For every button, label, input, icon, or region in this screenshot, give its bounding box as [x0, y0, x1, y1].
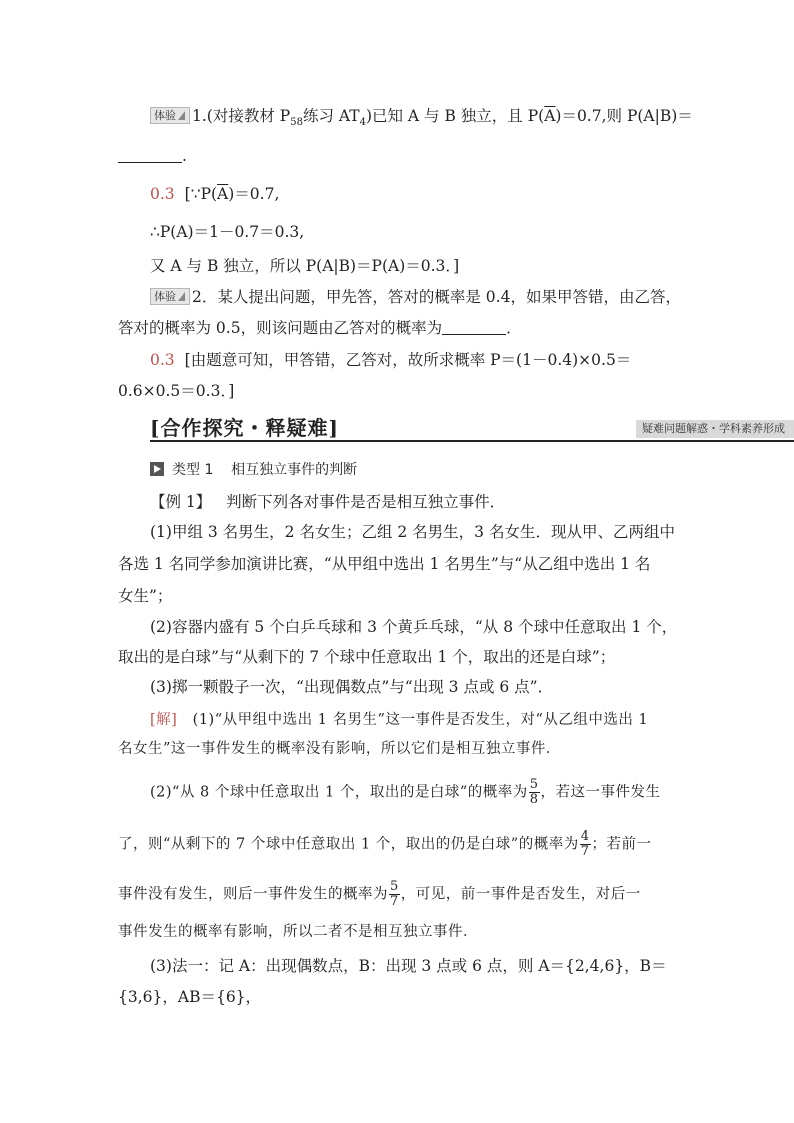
- answer-1-line-3: 又 A 与 B 独立，所以 P(A|B)＝P(A)＝0.3．]: [150, 257, 460, 275]
- solution-2-line-3: [118, 880, 678, 909]
- answer-text: [∵P(: [184, 185, 218, 203]
- solution-text: 了，则“从剩下的 7 个球中任意取出 1 个，取出的仍是白球”的概率为: [118, 836, 579, 853]
- punctuation: .: [182, 147, 187, 165]
- solution-1-line-2: 名女生”这一事件发生的概率没有影响，所以它们是相互独立事件．: [118, 741, 561, 757]
- experience-2-line-2: [118, 318, 678, 338]
- answer-2-line-1: [150, 350, 710, 370]
- solution-3-line-2: {3,6}，AB＝{6}，: [118, 988, 262, 1006]
- answer-blank: [118, 148, 182, 163]
- exp1-text: 练习 AT: [302, 107, 360, 125]
- solution-text: ；若前一: [591, 836, 652, 853]
- answer-blank: [442, 320, 506, 335]
- fraction: $\frac{5}{7}$: [390, 879, 399, 909]
- solution-text: ，可见，前一事件是否发生，对后一: [400, 886, 641, 903]
- experience-2-line-1: [150, 287, 710, 307]
- exp1-text: 1.(对接教材 P: [192, 107, 291, 125]
- play-triangle-icon: [150, 462, 164, 476]
- solution-2-line-4: 事件发生的概率有影响，所以二者不是相互独立事件．: [118, 924, 478, 940]
- type-heading: [150, 460, 710, 480]
- example-1-header: [150, 492, 710, 512]
- answer-1-line-2: ∴P(A)＝1－0.7＝0.3,: [150, 223, 305, 241]
- exp1-text: )＝0.7,则 P(A|B)＝: [555, 107, 693, 125]
- answer-value: 0.3: [150, 185, 175, 203]
- type-title: 相互独立事件的判断: [231, 462, 358, 478]
- question-2-line-2: 取出的是白球”与“从剩下的 7 个球中任意取出 1 个，取出的还是白球”；: [118, 648, 616, 666]
- solution-text: 事件没有发生，则后一事件发生的概率为: [118, 886, 388, 903]
- question-1-line-2: 各选 1 名同学参加演讲比赛，“从甲组中选出 1 名男生”与“从乙组中选出 1 名: [118, 555, 651, 573]
- experience-tag: 体验: [150, 107, 190, 124]
- section-title: [合作探究・释疑难]: [150, 416, 339, 440]
- answer-2-line-2: 0.6×0.5＝0.3．]: [118, 382, 235, 400]
- exp2-text: 2．某人提出问题，甲先答，答对的概率是 0.4，如果甲答错，由乙答，: [192, 288, 681, 306]
- exp1-text: )已知 A 与 B 独立，且 P(: [365, 107, 545, 125]
- section-subtitle: 疑难问题解惑・学科素养形成: [636, 420, 794, 438]
- answer-text: [由题意可知，甲答错，乙答对，故所求概率 P＝(1－0.4)×0.5＝: [184, 351, 632, 369]
- solution-3-line-1: (3)法一：记 A：出现偶数点，B：出现 3 点或 6 点，则 A＝{2,4,6}，B＝: [150, 957, 667, 975]
- example-label: 【例 1】: [150, 493, 212, 511]
- solution-2-line-1: [150, 778, 710, 807]
- subscript: 58: [290, 117, 303, 129]
- question-3-line: (3)掷一颗骰子一次，“出现偶数点”与“出现 3 点或 6 点”．: [150, 678, 554, 696]
- solution-text: (1)“从甲组中选出 1 名男生”这一事件是否发生，对“从乙组中选出 1: [192, 712, 649, 728]
- fraction: $\frac{4}{7}$: [580, 829, 590, 859]
- subscript: 4: [359, 117, 366, 129]
- exp2-text: 答对的概率为 0.5，则该问题由乙答对的概率为: [118, 319, 443, 337]
- section-header: [150, 414, 794, 442]
- solution-text: ，若这一事件发生: [540, 784, 661, 801]
- experience-tag: 体验: [150, 288, 190, 305]
- type-label: 类型 1: [172, 462, 214, 478]
- experience-1-line: [150, 106, 710, 133]
- answer-value: 0.3: [150, 351, 175, 369]
- tag-corner-icon: [178, 292, 185, 301]
- question-1-line-3: 女生”；: [118, 587, 173, 605]
- answer-1-line-1: [150, 184, 710, 204]
- solution-2-line-2: [118, 830, 678, 859]
- question-2-line-1: (2)容器内盛有 5 个白乒乓球和 3 个黄乒乓球，“从 8 个球中任意取出 1 个，: [150, 618, 678, 636]
- fraction: $\frac{5}{8}$: [529, 777, 539, 807]
- solution-text: (2)“从 8 个球中任意取出 1 个，取出的是白球”的概率为: [150, 784, 528, 801]
- complement-symbol: $\overline{A}$: [544, 107, 556, 125]
- solution-label: [解]: [150, 712, 178, 728]
- punctuation: ．: [506, 319, 522, 337]
- experience-1-blank-line: [118, 146, 678, 166]
- solution-1-line-1: [150, 710, 710, 730]
- example-text: 判断下列各对事件是否是相互独立事件．: [226, 493, 506, 511]
- answer-text: )＝0.7,: [228, 185, 280, 203]
- tag-corner-icon: [178, 111, 185, 120]
- question-1-line-1: (1)甲组 3 名男生，2 名女生；乙组 2 名男生，3 名女生．现从甲、乙两组中: [150, 523, 675, 541]
- complement-symbol: $\overline{A}$: [217, 185, 229, 203]
